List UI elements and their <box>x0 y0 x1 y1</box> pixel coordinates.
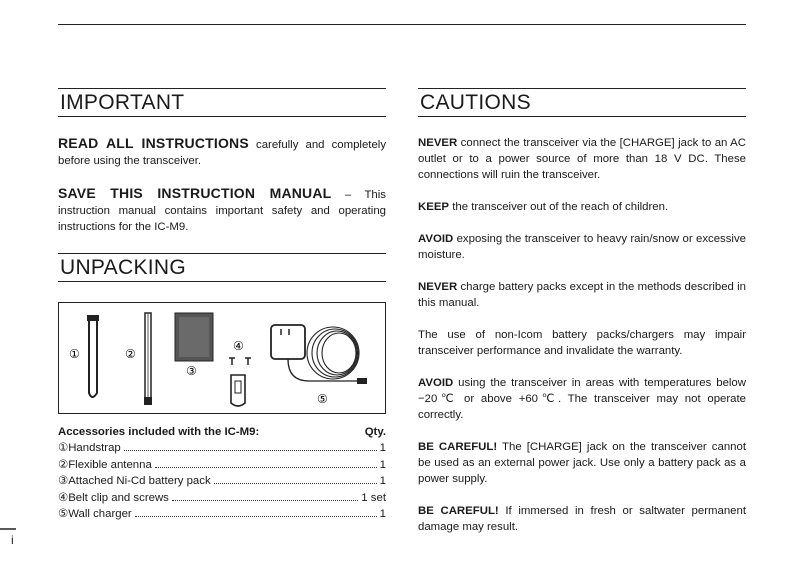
caution-lead: AVOID <box>418 377 454 389</box>
accessories-header <box>58 424 386 440</box>
save-manual-lead: SAVE THIS INSTRUCTION MANUAL <box>58 185 332 201</box>
accessories-illustration <box>59 303 385 413</box>
caution-lead: KEEP <box>418 201 450 213</box>
caution-text: If immersed in fresh or saltwater permanent damage may result. <box>418 505 746 533</box>
caution-text: the transceiver out of the reach of children. <box>449 201 669 213</box>
cautions-heading: CAUTIONS <box>418 88 746 117</box>
wall-charger-drawing <box>271 325 367 384</box>
caution-paragraph <box>418 375 746 423</box>
caution-text: using the transceiver in areas with temperatures below −20℃ or above +60℃. The transceiver may not operate correctly. <box>418 377 746 421</box>
read-instructions-text: carefully and completely before using the transceiver. <box>58 139 387 167</box>
left-column <box>58 88 386 523</box>
antenna-drawing <box>144 313 152 405</box>
belt-clip-drawing <box>231 375 245 406</box>
figure-label-3: ③ <box>186 364 197 378</box>
caution-paragraph <box>418 503 746 535</box>
read-instructions-paragraph <box>58 135 386 169</box>
accessory-row <box>58 473 386 490</box>
accessories-title: Accessories included with the IC-M9: <box>58 426 260 438</box>
page-number: i <box>11 533 14 547</box>
accessory-name: ③Attached Ni-Cd battery pack <box>58 475 211 487</box>
caution-text: The use of non-Icom battery packs/chargers may impair transceiver performance and invalidate the warranty. <box>418 329 746 357</box>
caution-lead: BE CAREFUL! <box>418 441 498 453</box>
caution-paragraph <box>418 439 746 487</box>
caution-paragraph <box>418 199 746 215</box>
figure-label-4: ④ <box>233 339 244 353</box>
leader-dots <box>124 450 377 451</box>
accessory-name: ⑤Wall charger <box>58 508 132 520</box>
accessory-qty: 1 <box>379 475 386 487</box>
qty-header: Qty. <box>364 426 386 438</box>
leader-dots <box>214 483 377 484</box>
caution-text: The [CHARGE] jack on the transceiver cannot be used as an external power jack. Use only a battery pack as a power supply. <box>418 441 746 485</box>
accessory-row <box>58 440 386 457</box>
accessory-qty: 1 set <box>361 491 386 504</box>
caution-paragraph <box>418 135 746 183</box>
figure-label-5: ⑤ <box>317 392 328 406</box>
handstrap-drawing <box>87 315 99 397</box>
save-manual-paragraph <box>58 185 386 235</box>
accessory-row <box>58 506 386 523</box>
leader-dots <box>155 467 377 468</box>
important-heading: IMPORTANT <box>58 88 386 117</box>
accessory-qty: 1 <box>379 458 386 471</box>
right-column <box>418 88 746 535</box>
accessory-qty: 1 <box>379 508 386 520</box>
accessory-name: ②Flexible antenna <box>58 458 152 471</box>
caution-text: exposing the transceiver to heavy rain/snow or excessive moisture. <box>418 233 746 261</box>
caution-paragraph <box>418 279 746 311</box>
screws-drawing <box>229 358 251 365</box>
accessory-row <box>58 490 386 507</box>
read-instructions-lead: READ ALL INSTRUCTIONS <box>58 135 249 151</box>
caution-paragraph <box>418 327 746 359</box>
figure-label-1: ① <box>69 347 80 361</box>
figure-label-2: ② <box>125 347 136 361</box>
accessories-list <box>58 440 386 523</box>
accessories-figure <box>58 302 386 414</box>
unpacking-heading: UNPACKING <box>58 253 386 282</box>
caution-lead: BE CAREFUL! <box>418 505 499 517</box>
top-rule <box>58 24 746 25</box>
caution-lead: AVOID <box>418 233 454 245</box>
caution-paragraph <box>418 231 746 263</box>
accessory-row <box>58 457 386 474</box>
caution-lead: NEVER <box>418 281 458 293</box>
caution-text: charge battery packs except in the methods described in this manual. <box>418 281 746 309</box>
leader-dots <box>135 516 377 517</box>
caution-lead: NEVER <box>418 137 458 149</box>
accessory-qty: 1 <box>379 442 386 454</box>
caution-text: connect the transceiver via the [CHARGE] jack to an AC outlet or to a power source of more than 18 V DC. These connections will ruin the transceiver. <box>418 137 746 181</box>
accessory-name: ①Handstrap <box>58 442 121 454</box>
leader-dots <box>172 500 358 501</box>
accessory-name: ④Belt clip and screws <box>58 491 169 504</box>
battery-pack-drawing <box>175 313 213 361</box>
save-manual-text: – This instruction manual contains important safety and operating instructions for the IC-M9. <box>58 189 386 233</box>
